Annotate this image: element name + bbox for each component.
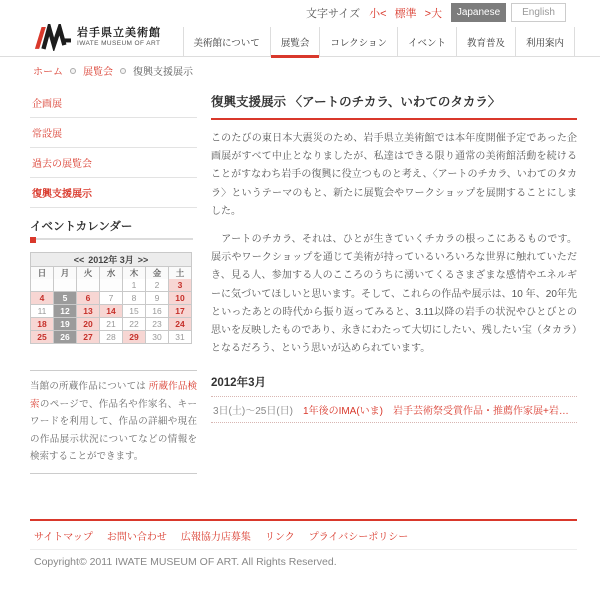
calendar-day: 28 [100, 331, 122, 343]
calendar-dow-cell: 木 [123, 267, 145, 279]
footer-links [30, 521, 577, 550]
nav-tab[interactable] [270, 27, 320, 56]
calendar-day[interactable]: 14 [100, 305, 122, 317]
calendar-day[interactable]: 29 [123, 331, 145, 343]
calendar-dow-cell: 月 [54, 267, 76, 279]
calendar-day [54, 279, 76, 291]
note-text-post: のページで、作品名や作家名、キーワードを利用して、作品の詳細や現在の作品展示状況についてなどの情報を検索することができます。 [30, 398, 197, 462]
red-square-accent [30, 237, 36, 243]
calendar-day[interactable]: 25 [31, 331, 53, 343]
calendar-day: 26 [54, 331, 76, 343]
breadcrumb-label: 復興支援展示 [133, 67, 193, 78]
calendar-dow-cell: 金 [146, 267, 168, 279]
calendar-day: 12 [54, 305, 76, 317]
calendar-day[interactable]: 6 [77, 292, 99, 304]
sidebar-menu-item[interactable] [30, 178, 197, 208]
event-calendar [30, 252, 192, 344]
event-list [211, 396, 577, 423]
logo-text [77, 27, 161, 48]
calendar-day[interactable]: 20 [77, 318, 99, 330]
footer-link[interactable]: 広報協力店募集 [180, 532, 251, 543]
sidebar-menu-label: 常設展 [32, 129, 62, 140]
copyright-text: Copyright© 2011 IWATE MUSEUM OF ART. All Rights Reserved. [34, 556, 337, 568]
calendar-month-bar [31, 253, 191, 267]
language-button[interactable]: English [511, 3, 566, 22]
nav-tab[interactable] [397, 27, 456, 56]
calendar-dow-cell: 火 [77, 267, 99, 279]
nav-tab[interactable] [183, 27, 270, 56]
language-button[interactable]: Japanese [451, 3, 506, 22]
calendar-day[interactable]: 24 [169, 318, 191, 330]
collection-search-link[interactable]: 所蔵作品検索 [30, 381, 197, 410]
calendar-day: 5 [54, 292, 76, 304]
calendar-dow-row [31, 267, 191, 279]
page-title: 復興支援展示 〈アートのチカラ、いわてのタカラ〉 [211, 92, 577, 120]
nav-tab-label: 展覧会 [280, 37, 310, 49]
calendar-day: 8 [123, 292, 145, 304]
calendar-day: 1 [123, 279, 145, 291]
note-text-pre: 当館の所蔵作品については [30, 381, 149, 392]
sidebar-menu-item[interactable] [30, 118, 197, 148]
calendar-days-grid [31, 279, 191, 343]
nav-tab-label: 教育普及 [466, 37, 505, 49]
calendar-day: 21 [100, 318, 122, 330]
collection-search-note [30, 370, 197, 474]
museum-logo-icon [33, 24, 71, 51]
calendar-day[interactable]: 17 [169, 305, 191, 317]
calendar-dow-cell: 日 [31, 267, 53, 279]
calendar-prev-button[interactable]: << [73, 255, 85, 265]
calendar-day: 11 [31, 305, 53, 317]
nav-tab[interactable] [319, 27, 397, 56]
body-paragraph-2: アートのチカラ、それは、ひとが生きていくチカラの根っこにあるものです。展示やワークショップを通じて美術が持っているいろいろな世界に触れていただき、見る人、参加する人のこころのうちに湧いてくるさまざまな感情やエネルギーに気づいてほしいと思います。そして、これらの作品や展示は、10 年、20年先といったあとの時代から振り返ってみると、3.11以降の岩手の状況やひとびとの思いを反映したものであり、永きにわたって大切にしたい、残したい宝（タカラ）となるだろう、という思いが込められています。 [211, 234, 577, 355]
calendar-day [31, 279, 53, 291]
breadcrumb-item[interactable] [63, 63, 113, 78]
calendar-next-button[interactable]: >> [137, 255, 149, 265]
nav-tab-label: コレクション [330, 37, 387, 49]
sidebar-menu-label: 企画展 [32, 99, 62, 110]
calendar-day[interactable]: 27 [77, 331, 99, 343]
event-date: 3日(土)〜25日(日) [213, 406, 294, 418]
breadcrumb-label: ホーム [33, 67, 63, 78]
calendar-day: 22 [123, 318, 145, 330]
calendar-day: 23 [146, 318, 168, 330]
breadcrumb-label: 展覧会 [83, 67, 113, 78]
calendar-day: 16 [146, 305, 168, 317]
calendar-day[interactable]: 4 [31, 292, 53, 304]
font-size-option[interactable]: 小< [369, 7, 387, 20]
sidebar [30, 88, 197, 474]
nav-tab[interactable] [515, 27, 575, 56]
month-section-heading: 2012年3月 [211, 377, 266, 390]
event-calendar-heading: イベントカレンダー [30, 221, 133, 233]
calendar-day [77, 279, 99, 291]
calendar-day[interactable]: 13 [77, 305, 99, 317]
event-row [211, 396, 577, 423]
event-title-link[interactable]: 1年後のIMA(いま) 岩手芸術祭受賞作品・推薦作家展+岩… [303, 406, 569, 418]
sidebar-menu [30, 88, 197, 208]
breadcrumb-item[interactable] [33, 63, 63, 78]
font-size-options [369, 5, 442, 21]
logo-title-en: IWATE MUSEUM OF ART [77, 40, 161, 47]
calendar-day [100, 279, 122, 291]
language-switch [451, 3, 566, 22]
calendar-day: 30 [146, 331, 168, 343]
font-size-option[interactable]: >大 [424, 7, 442, 20]
font-size-label: 文字サイズ [306, 7, 361, 20]
breadcrumb-item [113, 63, 193, 78]
footer-link[interactable]: サイトマップ [34, 532, 93, 543]
calendar-dow-cell: 水 [100, 267, 122, 279]
nav-tab[interactable] [456, 27, 515, 56]
sidebar-menu-item[interactable] [30, 148, 197, 178]
calendar-day: 2 [146, 279, 168, 291]
calendar-day: 9 [146, 292, 168, 304]
calendar-day: 31 [169, 331, 191, 343]
sidebar-menu-label: 復興支援展示 [32, 189, 92, 200]
body-paragraph-1: このたびの東日本大震災のため、岩手県立美術館では本年度開催予定であった企画展がすべて中止となりましたが、私達はできる限り通常の美術館活動を続けることがすなわち岩手の復興に役立つものと考え、〈アートのチカラ、いわてのタカラ〉というテーマのもと、新たに展覧会やワークショップを展開することにしました。 [211, 133, 577, 217]
calendar-dow-cell: 土 [169, 267, 191, 279]
calendar-day[interactable]: 3 [169, 279, 191, 291]
nav-tab-label: イベント [407, 37, 446, 49]
museum-logo[interactable] [33, 24, 161, 51]
calendar-day[interactable]: 10 [169, 292, 191, 304]
calendar-day: 7 [100, 292, 122, 304]
calendar-day: 15 [123, 305, 145, 317]
site-footer [30, 519, 577, 574]
main-nav [183, 27, 576, 56]
logo-title-jp: 岩手県立美術館 [77, 27, 161, 39]
font-size-option[interactable]: 標準 [394, 7, 417, 20]
sidebar-menu-label: 過去の展覧会 [32, 159, 92, 170]
heading-decoration [30, 237, 197, 244]
content-area [30, 88, 577, 474]
nav-tab-label: 利用案内 [525, 37, 564, 49]
breadcrumb [33, 63, 193, 78]
utility-bar [306, 3, 566, 22]
calendar-month-label: 2012年 3月 [88, 255, 134, 265]
nav-tab-label: 美術館について [193, 37, 260, 49]
calendar-day: 19 [54, 318, 76, 330]
calendar-day[interactable]: 18 [31, 318, 53, 330]
footer-link[interactable]: リンク [264, 532, 295, 543]
sidebar-menu-item[interactable] [30, 88, 197, 118]
footer-link[interactable]: お問い合わせ [106, 532, 167, 543]
main-content [211, 88, 577, 474]
footer-link[interactable]: プライバシーポリシー [308, 532, 409, 543]
